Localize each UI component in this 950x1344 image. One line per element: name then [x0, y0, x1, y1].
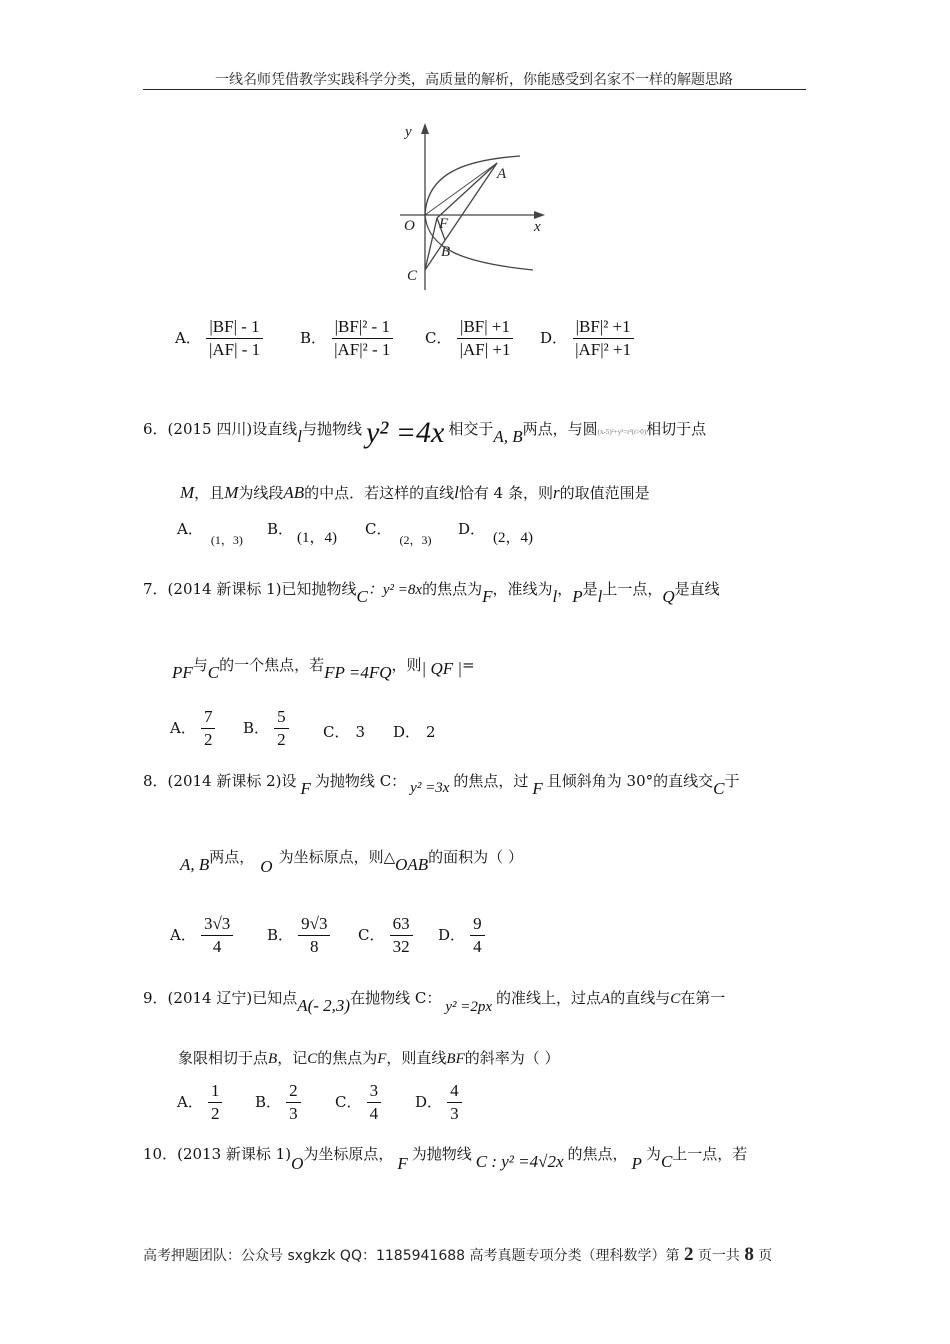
question-text: =: [462, 656, 475, 674]
option-letter: A．: [177, 520, 203, 538]
question-text: ，记: [277, 1049, 308, 1067]
option-denominator: 2: [277, 730, 286, 749]
question-text: 的焦点，过: [453, 772, 529, 790]
q9-option-d: [415, 1082, 462, 1123]
option-denominator: 4: [369, 1104, 379, 1123]
q9-option-a: [177, 1082, 222, 1123]
page-footer: [143, 1244, 772, 1266]
header-divider: [143, 89, 806, 90]
label-A: A: [497, 166, 507, 182]
question-text: 为: [645, 1145, 661, 1163]
question-text: 相交于: [448, 420, 494, 438]
math-B: B: [268, 1051, 278, 1067]
math-l: l: [597, 587, 603, 606]
q9-option-c: [335, 1082, 381, 1123]
line-OA: [425, 163, 497, 215]
math-M: M: [224, 483, 239, 502]
option-denominator: |AF| - 1: [208, 340, 261, 359]
question-text: ，且: [194, 484, 225, 502]
question-text: 上一点，若: [672, 1145, 748, 1163]
option-denominator: 8: [310, 937, 319, 956]
question-source: (2014 辽宁): [167, 989, 253, 1007]
q5-option-a: [175, 318, 263, 359]
option-denominator: |AF|² - 1: [334, 340, 391, 359]
question-text: 是直线: [674, 580, 720, 598]
question-text: 为坐标原点，: [303, 1145, 394, 1163]
option-letter: A．: [170, 719, 196, 737]
question-9: [143, 987, 808, 1015]
question-text: 两点，与圆: [522, 420, 598, 438]
option-letter: C．: [323, 723, 350, 741]
question-source: (2013 新课标 1): [177, 1145, 292, 1163]
question-10: [143, 1143, 808, 1173]
page-total: 8: [744, 1244, 754, 1265]
math-Q: Q: [662, 587, 675, 606]
page-header: 一线名师凭借教学实践科学分类，高质量的解析，你能感受到名家不一样的解题思路: [215, 72, 733, 88]
q7-option-d: [393, 721, 436, 742]
question-text: 象限相切于点: [178, 1049, 269, 1067]
question-text: 的斜率为（ ）: [464, 1049, 560, 1067]
math-C: C: [660, 1152, 673, 1171]
option-letter: A．: [170, 926, 196, 944]
math-F: F: [482, 587, 493, 606]
math-l: l: [552, 587, 558, 606]
math-l: l: [297, 427, 302, 446]
math-C: C: [307, 1051, 318, 1067]
option-letter: B．: [267, 520, 294, 538]
question-9-line-2: [178, 1047, 560, 1068]
question-text: 的准线上，过点: [496, 989, 602, 1007]
question-number: 6．: [143, 420, 168, 438]
question-text: 是: [582, 580, 598, 598]
footer-text: 页: [753, 1248, 773, 1264]
question-text: 的面积为（ ）: [428, 848, 523, 866]
option-letter: D．: [393, 723, 421, 741]
y-axis-arrow: [421, 123, 429, 134]
line-CA: [425, 163, 497, 270]
q6-option-c: [365, 518, 432, 547]
option-numerator: 4: [447, 1082, 462, 1103]
math-points: A, B: [493, 427, 523, 446]
option-letter: D．: [438, 926, 466, 944]
option-numerator: 9: [470, 915, 485, 936]
q8-option-a: [170, 915, 233, 956]
question-text: 的取值范围是: [559, 484, 650, 502]
option-value: (1，3): [210, 533, 243, 547]
option-letter: C．: [425, 329, 452, 347]
option-value: 2: [426, 723, 436, 741]
option-numerator: 3: [367, 1082, 382, 1103]
label-y: y: [405, 124, 412, 140]
question-text: 已知抛物线: [281, 580, 357, 598]
question-text: 相切于点: [646, 420, 707, 438]
option-numerator: 3√3: [201, 915, 233, 936]
q5-option-d: [540, 318, 634, 359]
question-8-line-2: [180, 846, 523, 876]
option-letter: C．: [335, 1093, 362, 1111]
question-text: 的直线与: [610, 989, 671, 1007]
math-OAB: OAB: [395, 855, 429, 874]
question-text: 两点，: [209, 848, 255, 866]
math-BF: BF: [446, 1051, 465, 1067]
option-value: 3: [355, 723, 366, 741]
q8-option-c: [358, 915, 413, 956]
option-letter: D．: [415, 1093, 443, 1111]
math-equation: ：y² =8x: [367, 582, 423, 598]
math-r: r: [553, 483, 560, 502]
math-O: O: [260, 857, 273, 876]
option-letter: D．: [540, 329, 568, 347]
math-A: A: [601, 991, 611, 1007]
question-8: [143, 770, 808, 798]
question-text: 为线段: [238, 484, 284, 502]
option-numerator: 5: [274, 708, 289, 729]
footer-text: QQ：1185941688 高考真题专项分类（理科数学）第: [335, 1248, 684, 1264]
option-numerator: |BF| - 1: [206, 318, 262, 339]
question-7-line-2: [172, 654, 475, 682]
question-text: 上一点，: [602, 580, 663, 598]
math-C: C: [670, 991, 681, 1007]
q9-option-b: [255, 1082, 301, 1123]
footer-text: 高考押题团队：公众号: [143, 1248, 288, 1264]
option-letter: D．: [458, 520, 486, 538]
option-numerator: 2: [286, 1082, 301, 1103]
option-denominator: 4: [473, 937, 482, 956]
math-abs-QF: | QF |: [421, 659, 463, 678]
question-number: 10．: [143, 1145, 178, 1163]
q6-option-a: [177, 518, 243, 547]
q5-option-c: [425, 318, 513, 359]
q7-option-a: [170, 708, 215, 749]
question-text: 且倾斜角为 30°的直线交: [546, 772, 714, 790]
label-x: x: [534, 219, 541, 235]
question-source: (2014 新课标 1): [167, 580, 282, 598]
label-B: B: [441, 244, 451, 260]
math-P: P: [631, 1154, 642, 1173]
option-letter: C．: [358, 926, 385, 944]
question-text: ，: [557, 580, 573, 598]
option-denominator: 3: [289, 1104, 298, 1123]
option-letter: A．: [177, 1093, 203, 1111]
option-denominator: 2: [210, 1104, 220, 1123]
q6-option-d: [458, 518, 534, 546]
question-7: [143, 578, 808, 606]
math-M: M: [180, 483, 195, 502]
label-C: C: [407, 268, 418, 284]
page-number: 2: [683, 1244, 694, 1265]
math-F: F: [377, 1051, 387, 1067]
option-letter: B．: [243, 719, 270, 737]
question-text: 的焦点为: [317, 1049, 378, 1067]
option-value: (2，4): [493, 530, 534, 546]
question-text: 为抛物线 C：: [314, 772, 407, 790]
math-F: F: [532, 779, 543, 798]
math-P: P: [572, 587, 583, 606]
footer-account: sxgkzk: [287, 1248, 336, 1264]
option-denominator: 3: [450, 1104, 459, 1123]
math-AB: AB: [283, 483, 305, 502]
math-C: C: [356, 587, 368, 606]
question-6: [143, 408, 808, 449]
option-denominator: |AF|² +1: [575, 340, 632, 359]
line-FA: [437, 163, 497, 218]
math-PF: PF: [172, 663, 193, 682]
math-equation: C : y² =4√2x: [475, 1152, 564, 1171]
math-point-A: A(- 2,3): [297, 996, 351, 1015]
option-denominator: |AF| +1: [459, 340, 511, 359]
option-value: (2，3): [399, 533, 432, 547]
option-letter: C．: [365, 520, 392, 538]
question-text: 与抛物线: [301, 420, 362, 438]
option-letter: B．: [255, 1093, 282, 1111]
parabola-figure: [395, 118, 555, 298]
option-numerator: 1: [208, 1082, 223, 1103]
math-l: l: [454, 483, 459, 502]
math-O: O: [291, 1154, 304, 1173]
question-text: 的中点．若这样的直线: [304, 484, 455, 502]
option-letter: B．: [300, 329, 327, 347]
question-number: 8．: [143, 772, 168, 790]
option-numerator: 63: [390, 915, 413, 936]
question-text: 的一个焦点，若: [219, 656, 325, 674]
option-numerator: 7: [201, 708, 216, 729]
footer-text: 页一共: [693, 1248, 745, 1264]
question-text: 与: [192, 656, 208, 674]
q7-option-b: [243, 708, 289, 749]
math-C: C: [207, 663, 220, 682]
question-number: 7．: [143, 580, 168, 598]
math-equation: y² =3x: [410, 780, 450, 796]
question-text: ，则: [391, 656, 422, 674]
math-F: F: [397, 1154, 408, 1173]
math-equation: y² =4x: [365, 416, 445, 449]
math-C: C: [713, 779, 725, 798]
option-denominator: 32: [392, 937, 410, 956]
question-text: 的焦点，: [567, 1145, 628, 1163]
option-numerator: |BF| +1: [457, 318, 513, 339]
question-text: 设直线: [252, 420, 298, 438]
question-text: 为抛物线: [411, 1145, 472, 1163]
option-numerator: |BF|² - 1: [332, 318, 393, 339]
q8-option-d: [438, 915, 485, 956]
math-F: F: [300, 779, 311, 798]
q8-option-b: [267, 915, 330, 956]
question-text: 于: [724, 772, 740, 790]
option-denominator: 2: [203, 730, 213, 749]
question-source: (2014 新课标 2): [167, 772, 282, 790]
q7-option-c: [323, 721, 365, 742]
question-text: 的焦点为: [422, 580, 483, 598]
option-denominator: 4: [212, 937, 222, 956]
label-O: O: [404, 218, 415, 234]
question-source: (2015 四川): [167, 420, 253, 438]
option-numerator: 9√3: [298, 915, 330, 936]
question-text: 已知点: [252, 989, 298, 1007]
math-equation: y² =2px: [445, 999, 493, 1015]
math-vector-equation: FP =4FQ: [324, 663, 392, 682]
x-axis-arrow: [534, 211, 545, 219]
question-6-line-2: [180, 482, 650, 503]
question-text: ，准线为: [492, 580, 553, 598]
math-AB: A, B: [180, 855, 210, 874]
label-F: F: [439, 216, 449, 232]
question-text: 在抛物线 C：: [350, 989, 442, 1007]
question-text: 在第一: [680, 989, 726, 1007]
question-text: 设: [281, 772, 297, 790]
option-value: (1，4): [297, 530, 338, 546]
question-number: 9．: [143, 989, 168, 1007]
option-letter: B．: [267, 926, 294, 944]
question-text: 为坐标原点，则△: [278, 848, 396, 866]
q5-option-b: [300, 318, 393, 359]
option-numerator: |BF|² +1: [573, 318, 634, 339]
q6-option-b: [267, 518, 338, 546]
math-circle-equation: (x-5)²+y²=r²(r>0): [597, 428, 647, 436]
question-text: ，则直线: [386, 1049, 447, 1067]
option-letter: A．: [175, 329, 201, 347]
question-text: 恰有 4 条，则: [458, 484, 553, 502]
